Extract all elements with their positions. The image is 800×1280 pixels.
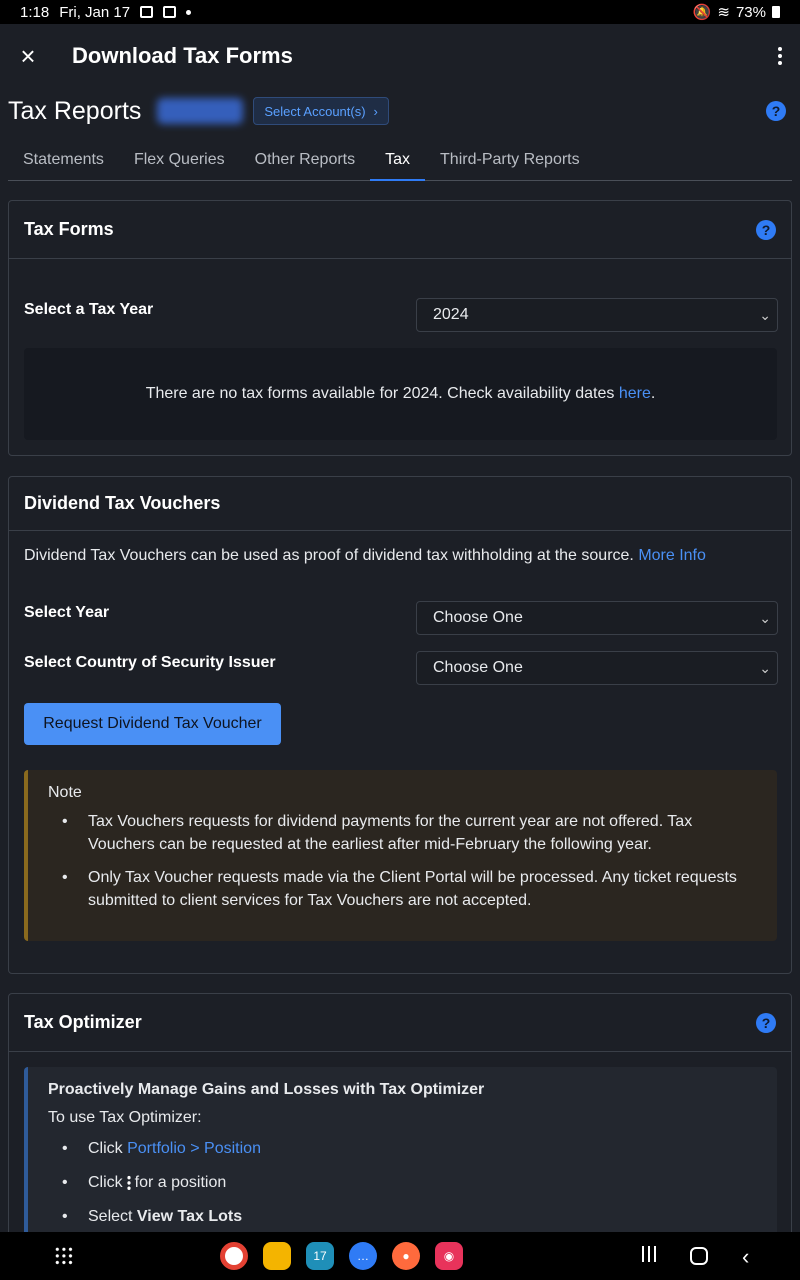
- more-notifications-icon: [186, 10, 191, 15]
- note-title: Note: [48, 784, 82, 801]
- calendar-notification-icon: [163, 6, 176, 18]
- note-box: [24, 770, 777, 941]
- more-info-link[interactable]: More Info: [638, 547, 706, 564]
- step-bold-text: View Tax Lots: [136, 1208, 243, 1225]
- tax-year-value: 2024: [433, 306, 469, 323]
- select-account-button[interactable]: [253, 97, 389, 125]
- note-item: • Only Tax Voucher requests made via the Client Portal will be processed. Any ticket requests submitted to client services for Tax Vouchers are not accepted.: [48, 866, 757, 912]
- tab-third-party-reports[interactable]: Third-Party Reports: [440, 151, 580, 168]
- no-forms-message: [24, 348, 777, 440]
- chevron-down-icon: ⌄: [759, 660, 771, 676]
- tax-year-select[interactable]: [416, 298, 778, 332]
- optimizer-title: Tax Optimizer: [24, 1012, 142, 1032]
- optimizer-step: [48, 1171, 757, 1195]
- status-bar: [0, 0, 800, 24]
- app-dock: [220, 1242, 463, 1270]
- tab-other-reports[interactable]: Other Reports: [254, 151, 356, 168]
- note-item: • Tax Vouchers requests for dividend payments for the current year are not offered. Tax Vouchers can be requested at the earliest after mid-February the following year.: [48, 810, 757, 856]
- chrome-icon[interactable]: [220, 1242, 248, 1270]
- portfolio-position-link[interactable]: Portfolio > Position: [127, 1140, 261, 1157]
- mute-icon: 🔕: [692, 4, 712, 21]
- availability-link[interactable]: here: [618, 385, 651, 402]
- step-text: Click: [88, 1174, 123, 1191]
- calendar-icon[interactable]: 17: [306, 1242, 334, 1270]
- tax-year-label: Select a Tax Year: [24, 301, 154, 318]
- voucher-year-value: Choose One: [433, 609, 523, 626]
- optimizer-box-sub: To use Tax Optimizer:: [48, 1109, 202, 1126]
- country-value: Choose One: [433, 659, 523, 676]
- help-icon[interactable]: ?: [756, 220, 776, 240]
- battery-level: 73%: [735, 3, 766, 21]
- no-forms-tail: .: [650, 385, 656, 402]
- no-forms-text: There are no tax forms available for 2024. Check availability dates: [145, 385, 619, 402]
- country-label: Select Country of Security Issuer: [24, 654, 276, 671]
- dividend-title: Dividend Tax Vouchers: [24, 493, 221, 513]
- chevron-down-icon: ⌄: [759, 610, 771, 626]
- tax-forms-header: [9, 201, 791, 259]
- dividend-desc-text: Dividend Tax Vouchers can be used as proof of dividend tax withholding at the source.: [24, 547, 639, 564]
- chevron-right-icon: ›: [373, 103, 378, 119]
- system-nav-bar: [0, 1232, 800, 1280]
- account-id-redacted: [157, 98, 243, 124]
- help-icon[interactable]: ?: [756, 1013, 776, 1033]
- select-account-label: Select Account(s): [264, 103, 366, 119]
- tab-flex-queries[interactable]: Flex Queries: [133, 151, 225, 168]
- dividend-description: [24, 547, 706, 565]
- page-title: Download Tax Forms: [72, 43, 293, 68]
- files-icon[interactable]: [263, 1242, 291, 1270]
- voucher-year-label: Select Year: [24, 604, 110, 621]
- tax-forms-title: Tax Forms: [24, 219, 114, 239]
- recent-apps-icon[interactable]: [640, 1246, 658, 1266]
- vertical-dots-icon: [127, 1175, 131, 1191]
- status-date: Fri, Jan 17: [59, 3, 131, 21]
- optimizer-step: [48, 1205, 757, 1229]
- status-time: 1:18: [20, 3, 50, 21]
- reports-title: Tax Reports: [8, 96, 142, 125]
- voucher-year-select[interactable]: [416, 601, 778, 635]
- tab-tax[interactable]: Tax: [370, 140, 425, 180]
- dividend-vouchers-card: [8, 476, 792, 974]
- close-button[interactable]: ×: [20, 40, 36, 71]
- back-icon[interactable]: ‹: [742, 1244, 750, 1269]
- tax-forms-card: [8, 200, 792, 456]
- help-icon[interactable]: ?: [766, 101, 786, 121]
- reports-header: [0, 88, 800, 134]
- home-icon[interactable]: [690, 1247, 708, 1265]
- app-bar: [0, 24, 800, 88]
- step-text: Select: [88, 1208, 137, 1225]
- chevron-down-icon: ⌄: [759, 307, 771, 323]
- messages-icon[interactable]: …: [349, 1242, 377, 1270]
- apps-grid-icon[interactable]: [54, 1246, 74, 1266]
- more-options-icon[interactable]: [760, 32, 800, 80]
- camera-icon[interactable]: ◉: [435, 1242, 463, 1270]
- request-voucher-button[interactable]: Request Dividend Tax Voucher: [24, 703, 281, 745]
- optimizer-step: [48, 1137, 757, 1161]
- tab-statements[interactable]: Statements: [23, 151, 104, 168]
- wifi-icon: ≋: [717, 4, 730, 21]
- dividend-header: [9, 477, 791, 531]
- contacts-icon[interactable]: ●: [392, 1242, 420, 1270]
- step-text: for a position: [134, 1174, 227, 1191]
- report-tabs: [8, 140, 792, 181]
- step-text: Click: [88, 1140, 128, 1157]
- optimizer-header: [9, 994, 791, 1052]
- country-select[interactable]: [416, 651, 778, 685]
- gallery-notification-icon: [140, 6, 153, 18]
- optimizer-info-box: [24, 1067, 777, 1242]
- optimizer-box-title: Proactively Manage Gains and Losses with Tax Optimizer: [48, 1081, 485, 1098]
- battery-icon: [772, 6, 780, 18]
- tax-optimizer-card: [8, 993, 792, 1253]
